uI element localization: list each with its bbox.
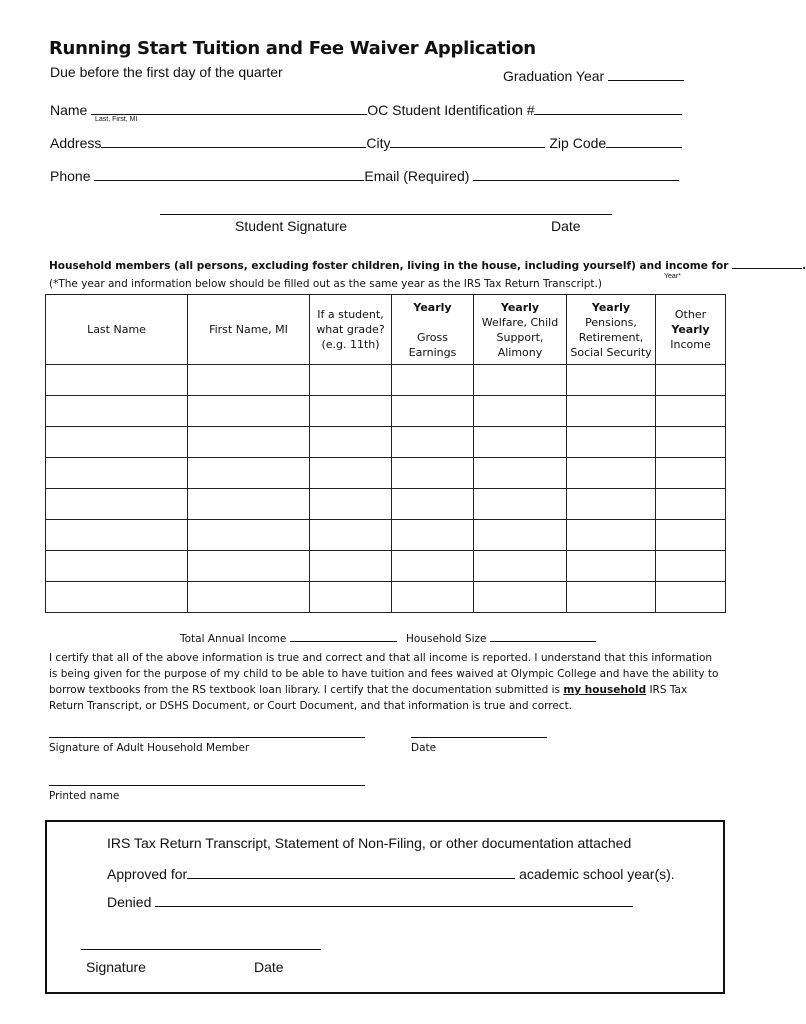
year-hint: Year*: [664, 273, 681, 280]
col-pensions: Yearly Pensions, Retirement, Social Security: [567, 295, 656, 365]
student-signature-line[interactable]: [160, 214, 612, 215]
student-id-field[interactable]: [534, 100, 682, 115]
table-row: [46, 396, 726, 427]
total-income-field[interactable]: [290, 631, 397, 642]
household-note: (*The year and information below should be filled out as the same year as the IRS Tax Return Transcript.): [49, 278, 602, 290]
household-heading-text: Household members (all persons, excluding foster children, living in the house, including yourself) and income for: [49, 260, 729, 272]
printed-name-line[interactable]: [49, 785, 365, 786]
household-size-label: Household Size: [406, 633, 487, 645]
table-row: [46, 458, 726, 489]
city-label: City: [366, 135, 391, 151]
address-row: [50, 133, 682, 151]
student-signature-date-label: Date: [551, 218, 581, 234]
student-id-label: OC Student Identification #: [367, 102, 535, 118]
approved-row: [107, 864, 675, 882]
city-field[interactable]: [390, 133, 545, 148]
denied-label: Denied: [107, 894, 152, 910]
adult-signature-label: Signature of Adult Household Member: [49, 742, 250, 754]
denied-field[interactable]: [155, 892, 633, 907]
office-signature-line[interactable]: [81, 949, 321, 950]
email-field[interactable]: [473, 166, 679, 181]
household-table: [45, 294, 726, 613]
graduation-year-row: [503, 66, 684, 84]
form-title: Running Start Tuition and Fee Waiver Application: [49, 38, 536, 59]
approved-field[interactable]: [187, 864, 515, 879]
col-student-grade: If a student, what grade? (e.g. 11th): [310, 295, 392, 365]
table-row: [46, 582, 726, 613]
name-field[interactable]: [91, 100, 367, 115]
totals-row: [180, 631, 596, 645]
phone-row: [50, 166, 679, 184]
col-gross-earnings: Yearly Gross Earnings: [392, 295, 474, 365]
student-signature-label: Student Signature: [235, 218, 348, 234]
denied-row: [107, 892, 633, 910]
household-heading: Household members (all persons, excluding foster children, living in the house, including yourself) and income for .: [49, 260, 806, 272]
address-label: Address: [50, 135, 102, 151]
graduation-year-label: Graduation Year: [503, 68, 605, 84]
zip-label: Zip Code: [549, 135, 607, 151]
zip-field[interactable]: [606, 133, 682, 148]
office-date-label: Date: [254, 959, 284, 975]
address-field[interactable]: [101, 133, 366, 148]
adult-date-label: Date: [411, 742, 437, 754]
approved-suffix: academic school year(s).: [519, 866, 675, 882]
graduation-year-field[interactable]: [608, 66, 684, 81]
name-hint: Last, First, MI: [95, 116, 138, 123]
adult-date-line[interactable]: [411, 737, 547, 738]
name-row: [50, 100, 682, 118]
name-label: Name: [50, 102, 88, 118]
col-first-name: First Name, MI: [188, 295, 310, 365]
phone-field[interactable]: [94, 166, 364, 181]
adult-signature-line[interactable]: [49, 737, 365, 738]
table-row: [46, 520, 726, 551]
table-row: [46, 551, 726, 582]
email-label: Email (Required): [364, 168, 470, 184]
table-row: [46, 489, 726, 520]
total-income-label: Total Annual Income: [180, 633, 287, 645]
col-last-name: Last Name: [46, 295, 188, 365]
approved-label: Approved for: [107, 866, 188, 882]
printed-name-label: Printed name: [49, 790, 120, 802]
col-other-income: Other Yearly Income: [656, 295, 726, 365]
table-row: [46, 427, 726, 458]
certification-text: I certify that all of the above information is true and correct and that all income is reported. I understand that this information is being given for the purpose of my child to be able to have tuition and fees waived at Olympic College and have the ability to borrow textbooks from the RS textbook loan library. I certify that the documentation submitted is my household IRS Tax Return Transcript, or DSHS Document, or Court Document, and that information is true and correct.: [49, 652, 719, 712]
office-signature-label: Signature: [86, 959, 146, 975]
docs-attached-line: IRS Tax Return Transcript, Statement of Non-Filing, or other documentation attached: [107, 835, 632, 851]
table-header-row: [46, 295, 726, 365]
form-subtitle: Due before the first day of the quarter: [50, 64, 283, 80]
my-household-emphasis: my household: [563, 684, 647, 696]
phone-label: Phone: [50, 168, 91, 184]
table-row: [46, 365, 726, 396]
household-size-field[interactable]: [490, 631, 596, 642]
col-welfare: Yearly Welfare, Child Support, Alimony: [474, 295, 567, 365]
household-year-field[interactable]: [732, 258, 802, 269]
